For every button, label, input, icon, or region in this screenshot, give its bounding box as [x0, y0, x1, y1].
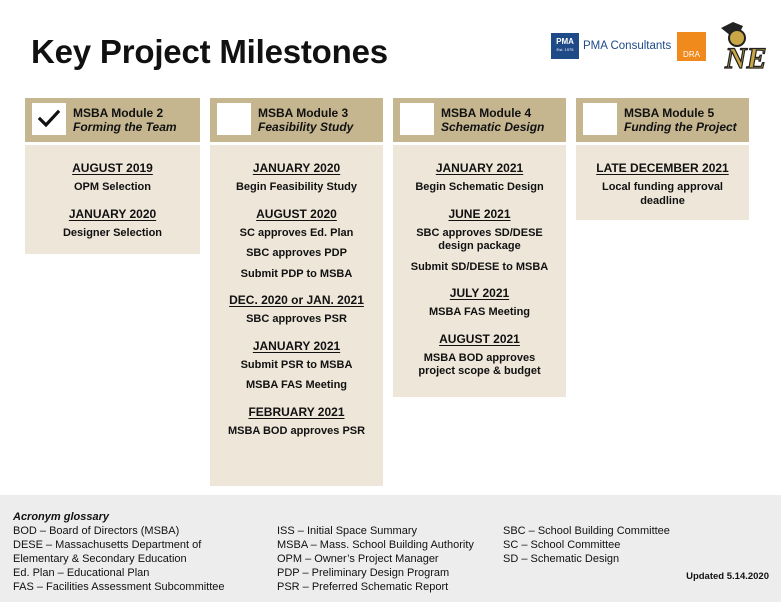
pma-logo-mark	[551, 33, 579, 59]
glossary-entry: BOD – Board of Directors (MSBA)	[13, 525, 180, 537]
milestone-group	[407, 332, 552, 379]
module-checkbox	[400, 103, 434, 135]
pma-logo-est: Est. 1975	[556, 47, 574, 52]
milestone-group	[214, 339, 379, 393]
glossary-entry: OPM – Owner’s Project Manager	[277, 553, 439, 565]
milestone-date: JUNE 2021	[448, 206, 511, 221]
milestone-item: SBC approves PSR	[246, 313, 347, 325]
glossary-title: Acronym glossary	[13, 511, 109, 523]
milestone-item: MSBA FAS Meeting	[428, 306, 531, 318]
acronym-glossary	[0, 495, 781, 602]
glossary-entry: Ed. Plan – Educational Plan	[13, 567, 150, 579]
pma-logo-text: PMA Consultants	[583, 40, 672, 52]
milestone-group	[214, 207, 379, 282]
glossary-entry: PDP – Preliminary Design Program	[277, 567, 450, 579]
dra-logo	[677, 32, 706, 61]
module-name: MSBA Module 4	[441, 106, 532, 120]
glossary-entry: MSBA – Mass. School Building Authority	[277, 539, 474, 551]
module-subtitle: Funding the Project	[624, 120, 737, 134]
milestone-group	[407, 161, 552, 195]
updated-date: Updated 5.14.2020	[686, 571, 769, 582]
milestone-date: JANUARY 2021	[252, 338, 341, 353]
module-title	[73, 106, 177, 134]
module-title	[258, 106, 353, 134]
milestone-item: Submit PSR to MSBA	[240, 358, 353, 371]
module-name: MSBA Module 2	[73, 106, 164, 120]
module-header-2	[25, 98, 200, 142]
milestone-item: MSBA FAS Meeting	[245, 379, 348, 391]
ne-mascot-logo	[713, 18, 769, 72]
glossary-entry: SD – Schematic Design	[503, 553, 620, 565]
milestone-item: Begin Schematic Design	[415, 181, 544, 193]
milestone-date: AUGUST 2021	[439, 331, 520, 346]
milestone-group	[29, 161, 196, 195]
milestone-item: MSBA BOD approves project scope & budget	[418, 351, 541, 377]
milestone-group	[407, 207, 552, 275]
checkmark-icon	[32, 103, 66, 135]
module-name: MSBA Module 3	[258, 106, 349, 120]
module-title	[441, 106, 544, 134]
module-checkbox	[217, 103, 251, 135]
pma-logo-mark-text: PMA	[556, 37, 574, 46]
milestone-item: OPM Selection	[73, 181, 152, 193]
module-header-5	[576, 98, 749, 142]
module-subtitle: Feasibility Study	[258, 120, 354, 134]
milestone-item: SBC approves PDP	[246, 247, 347, 259]
milestone-group	[407, 286, 552, 320]
module-checkbox	[32, 103, 66, 135]
glossary-entry: Elementary & Secondary Education	[13, 553, 187, 565]
milestone-item: Submit PDP to MSBA	[240, 267, 353, 280]
glossary-column-1	[13, 524, 225, 594]
module-header-4	[393, 98, 566, 142]
milestone-item: Designer Selection	[62, 226, 163, 239]
pma-consultants-logo	[551, 33, 671, 59]
milestone-item: Submit SD/DESE to MSBA	[410, 260, 549, 273]
module-name: MSBA Module 5	[624, 106, 715, 120]
milestone-group	[29, 207, 196, 241]
page-title: Key Project Milestones	[31, 33, 388, 70]
milestone-date: JANUARY 2021	[435, 161, 524, 175]
milestone-group	[214, 161, 379, 195]
module-subtitle: Schematic Design	[441, 120, 545, 134]
milestone-date: JULY 2021	[449, 286, 510, 300]
milestone-item: Local funding approval deadline	[601, 181, 723, 207]
milestone-item: SBC approves SD/DESE design package	[416, 226, 543, 252]
glossary-entry: SBC – School Building Committee	[503, 525, 670, 537]
milestone-group	[590, 161, 735, 208]
milestone-item: MSBA BOD approves PSR	[227, 424, 366, 437]
milestone-group	[214, 293, 379, 327]
milestone-item: SC approves Ed. Plan	[239, 226, 354, 239]
milestone-date: FEBRUARY 2021	[248, 404, 345, 419]
glossary-entry: FAS – Facilities Assessment Subcommittee	[13, 581, 225, 593]
ne-logo-text: NE	[725, 42, 767, 72]
milestone-item: Begin Feasibility Study	[235, 181, 358, 193]
milestone-date: LATE DECEMBER 2021	[596, 161, 729, 175]
glossary-entry: ISS – Initial Space Summary	[277, 525, 418, 537]
module-subtitle: Forming the Team	[73, 120, 177, 134]
glossary-entry: DESE – Massachusetts Department of	[13, 539, 202, 551]
module-header-3	[210, 98, 383, 142]
milestone-date: AUGUST 2019	[72, 161, 153, 175]
milestone-group	[214, 405, 379, 439]
milestone-date: DEC. 2020 or JAN. 2021	[229, 293, 364, 307]
glossary-column-2	[277, 524, 474, 594]
dra-logo-text: DRA	[683, 50, 700, 59]
milestone-date: AUGUST 2020	[256, 206, 337, 221]
milestone-column-4	[393, 145, 566, 397]
milestone-date: JANUARY 2020	[252, 161, 341, 175]
glossary-column-3	[503, 524, 670, 566]
milestone-column-3	[210, 145, 383, 486]
module-title	[624, 106, 737, 134]
milestone-date: JANUARY 2020	[68, 206, 157, 221]
glossary-entry: PSR – Preferred Schematic Report	[277, 581, 449, 593]
milestone-column-2	[25, 145, 200, 254]
glossary-entry: SC – School Committee	[503, 539, 621, 551]
milestone-column-5	[576, 145, 749, 220]
module-checkbox	[583, 103, 617, 135]
